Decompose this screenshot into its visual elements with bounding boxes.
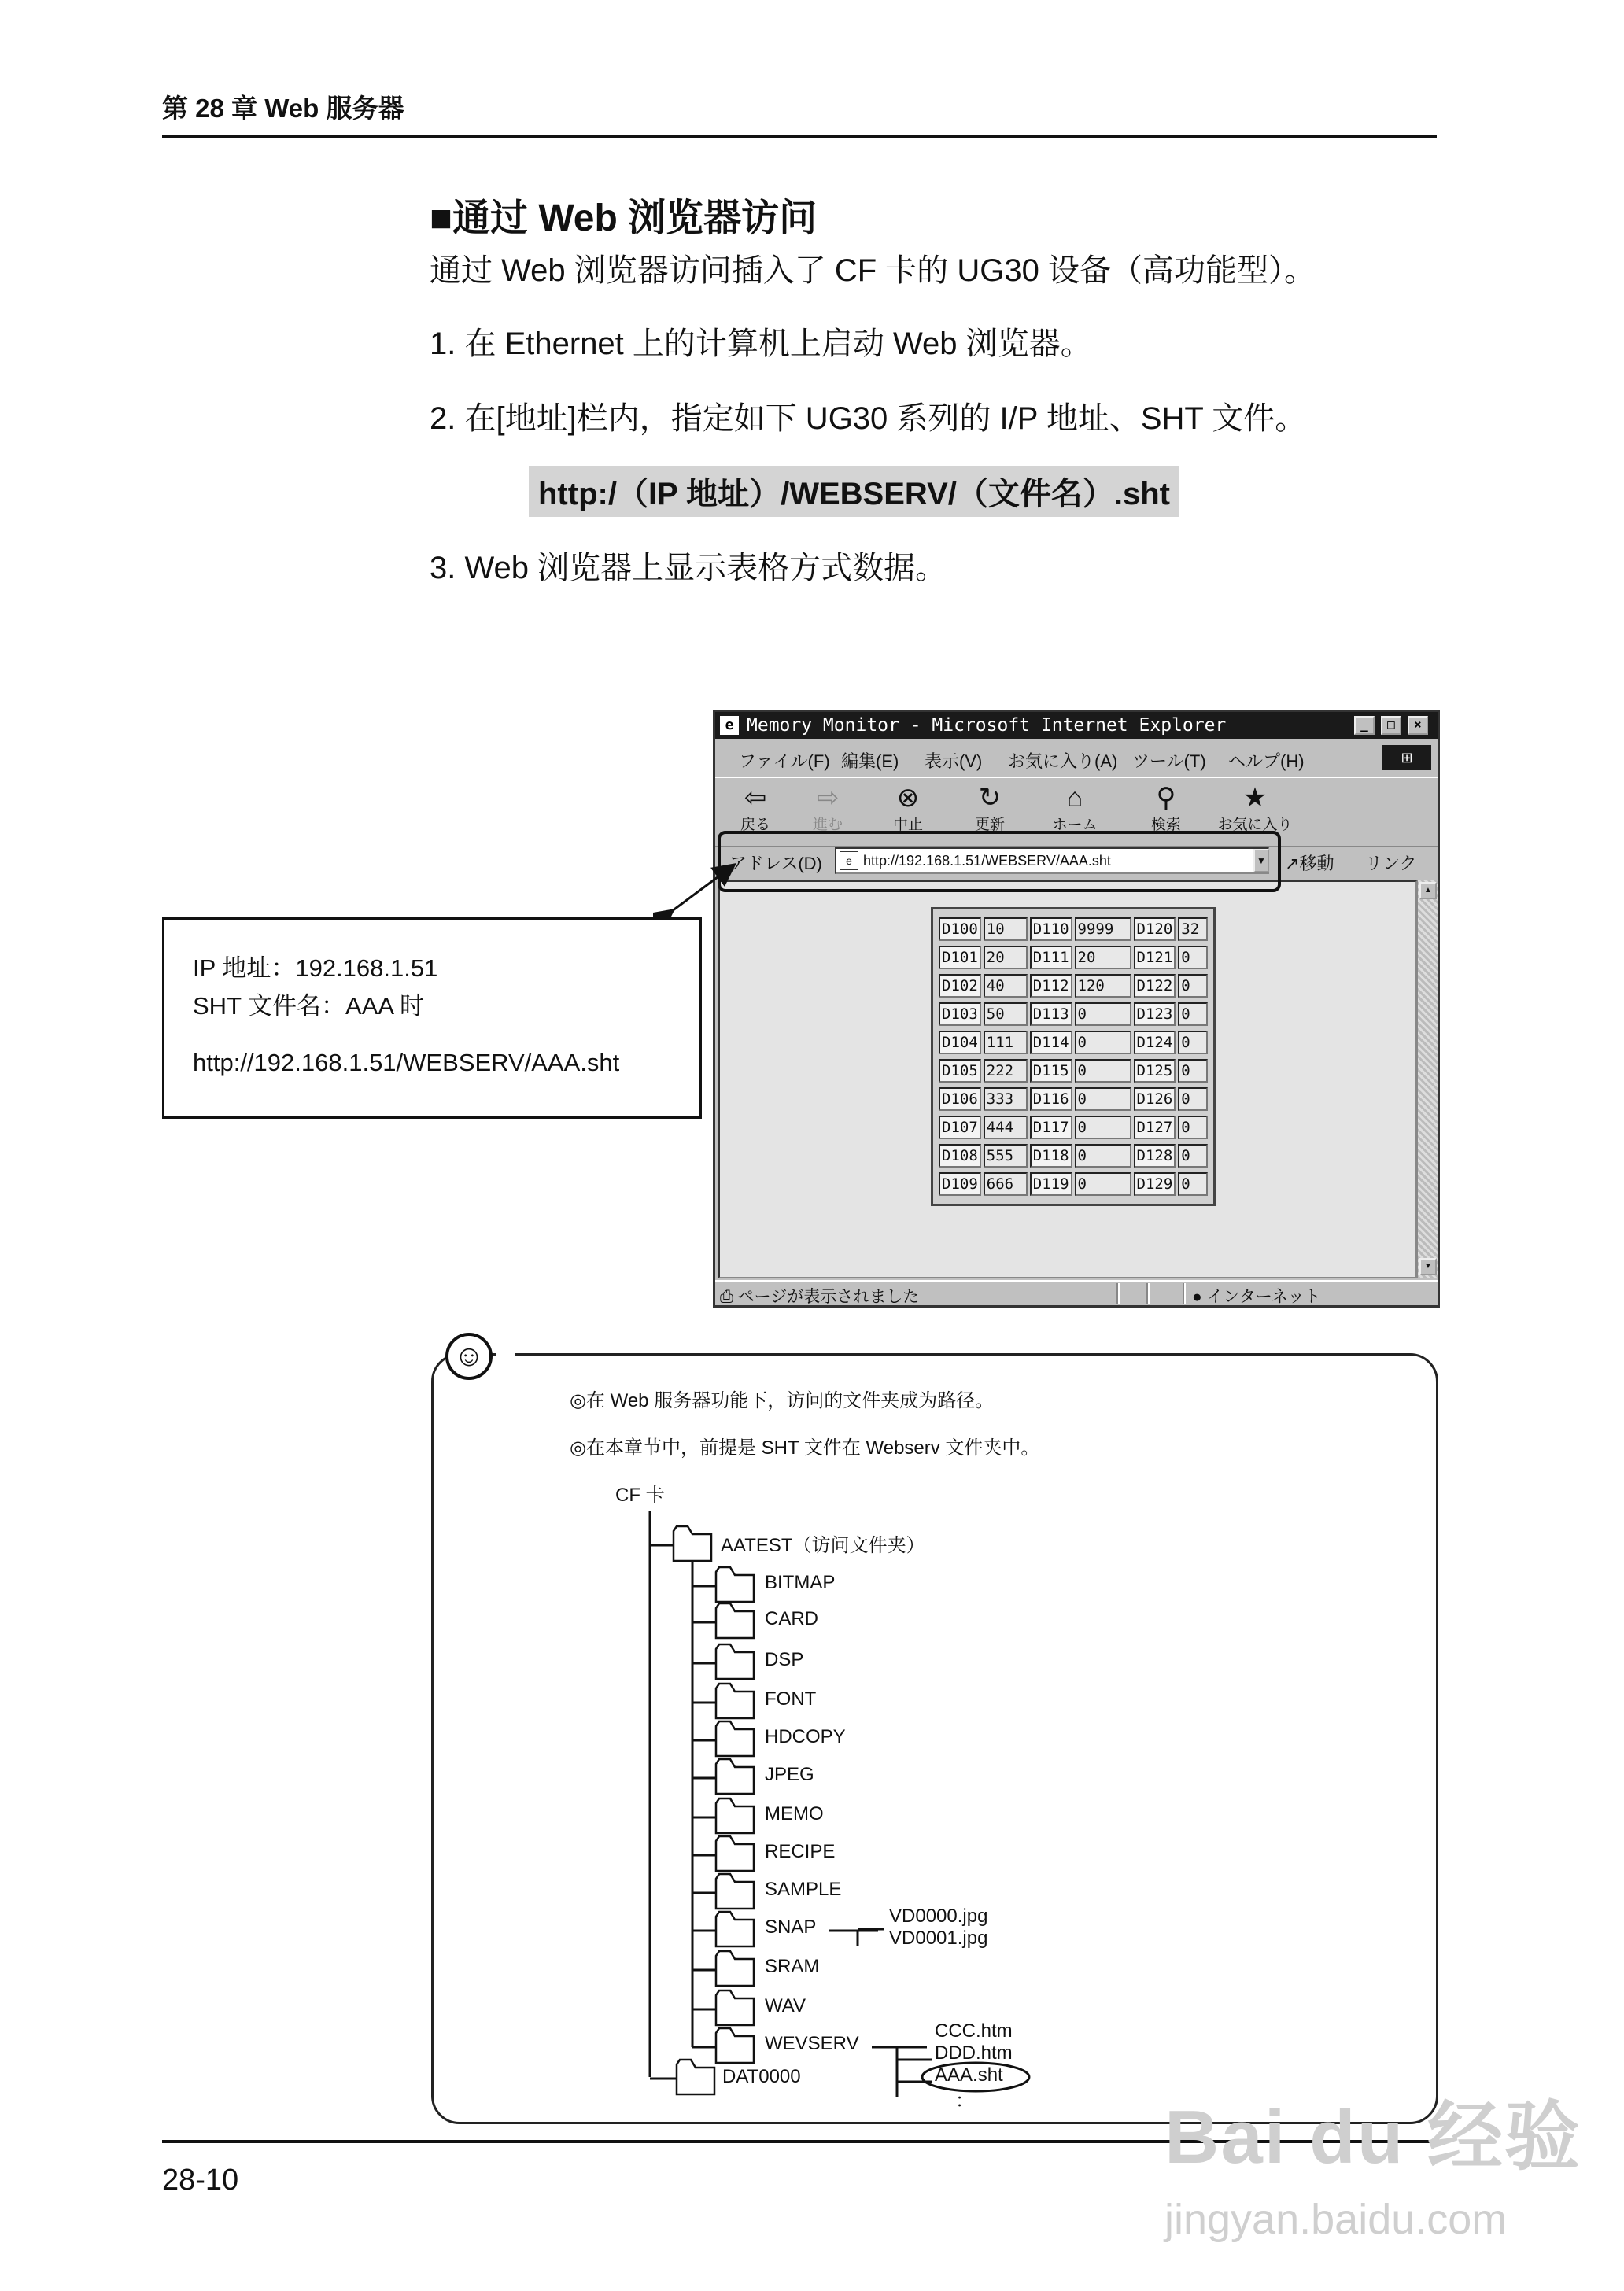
step-2: 2. 在[地址]栏内，指定如下 UG30 系列的 I/P 地址、SHT 文件。: [430, 401, 1307, 436]
close-button[interactable]: ×: [1408, 716, 1428, 735]
folder-icon: [716, 1644, 754, 1679]
folder-wav: WAV: [765, 1995, 806, 2016]
folder-icon: [716, 1603, 754, 1638]
value-cell: 0: [1178, 974, 1208, 998]
folder-icon: [716, 1721, 754, 1756]
value-cell: 222: [984, 1059, 1028, 1083]
address-cell: D104: [939, 1031, 981, 1054]
value-cell: 0: [1075, 1087, 1131, 1111]
address-cell: D123: [1134, 1002, 1176, 1026]
address-cell: D113: [1030, 1002, 1072, 1026]
address-cell: D117: [1030, 1116, 1072, 1139]
address-cell: D107: [939, 1116, 981, 1139]
value-cell: 0: [1178, 1116, 1208, 1139]
folder-icon: [716, 1990, 754, 2025]
page-number: 28-10: [162, 2164, 239, 2197]
address-cell: D112: [1030, 974, 1072, 998]
tip-line-2: ◎在本章节中，前提是 SHT 文件在 Webserv 文件夹中。: [570, 1437, 1040, 1459]
menu-tools[interactable]: ツール(T): [1132, 751, 1206, 771]
menu-help[interactable]: ヘルプ(H): [1228, 751, 1305, 771]
folder-icon: [716, 1836, 754, 1871]
folder-dat0000: DAT0000: [722, 2066, 801, 2087]
address-cell: D124: [1134, 1031, 1176, 1054]
value-cell: 0: [1178, 1031, 1208, 1054]
value-cell: 120: [1075, 974, 1131, 998]
scroll-up-icon[interactable]: ▲: [1419, 882, 1437, 899]
folder-jpeg: JPEG: [765, 1764, 814, 1785]
links-button[interactable]: リンク: [1365, 854, 1417, 873]
menu-favorites[interactable]: お気に入り(A): [1008, 751, 1118, 771]
folder-icon: [716, 1874, 754, 1909]
address-label: アドレス(D): [729, 854, 822, 873]
section-title: ■通过 Web 浏览器访问: [430, 197, 818, 239]
folder-snap: SNAP: [765, 1917, 817, 1938]
tip-line-1: ◎在 Web 服务器功能下，访问的文件夹成为路径。: [570, 1390, 995, 1411]
value-cell: 0: [1075, 1031, 1131, 1054]
address-cell: D121: [1134, 946, 1176, 969]
tree-ellipsis: ：: [955, 2090, 974, 2112]
url-format-box: http:/（IP 地址）/WEBSERV/（文件名）.sht: [529, 466, 1179, 517]
home-icon: ⌂: [1066, 783, 1083, 813]
value-cell: 0: [1075, 1116, 1131, 1139]
value-cell: 0: [1178, 1144, 1208, 1168]
value-cell: 20: [1075, 946, 1131, 969]
favorites-button[interactable]: ★ お気に入り: [1216, 783, 1294, 834]
page-done-icon: ⎙: [720, 1288, 733, 1306]
value-cell: 111: [984, 1031, 1028, 1054]
address-cell: D115: [1030, 1059, 1072, 1083]
go-arrow-icon: ↗: [1285, 854, 1300, 873]
address-cell: D102: [939, 974, 981, 998]
address-cell: D126: [1134, 1087, 1176, 1111]
address-cell: D127: [1134, 1116, 1176, 1139]
search-icon: ⚲: [1156, 783, 1176, 813]
go-button[interactable]: ↗移動: [1285, 854, 1334, 873]
address-cell: D101: [939, 946, 981, 969]
address-dropdown-icon[interactable]: ▼: [1253, 849, 1269, 872]
folder-aatest: AATEST（访问文件夹）: [721, 1535, 925, 1556]
menu-file[interactable]: ファイル(F): [739, 751, 830, 771]
folder-icon: [677, 2060, 714, 2094]
address-cell: D105: [939, 1059, 981, 1083]
forward-arrow-icon: ⇨: [816, 783, 840, 813]
address-cell: D114: [1030, 1031, 1072, 1054]
back-arrow-icon: ⇦: [744, 783, 767, 813]
folder-font: FONT: [765, 1688, 817, 1710]
address-cell: D116: [1030, 1087, 1072, 1111]
menu-edit[interactable]: 編集(E): [841, 751, 899, 771]
callout-sht: SHT 文件名：AAA 时: [193, 992, 424, 1020]
callout-ip: IP 地址：192.168.1.51: [193, 954, 438, 982]
value-cell: 9999: [1075, 917, 1131, 941]
stop-button[interactable]: ⊗ 中止: [879, 783, 937, 834]
address-cell: D106: [939, 1087, 981, 1111]
step-3: 3. Web 浏览器上显示表格方式数据。: [430, 551, 947, 585]
callout-url: http://192.168.1.51/WEBSERV/AAA.sht: [193, 1049, 620, 1076]
value-cell: 0: [1178, 1087, 1208, 1111]
value-cell: 333: [984, 1087, 1028, 1111]
folder-icon: [716, 1759, 754, 1794]
tree-root-label: CF 卡: [615, 1485, 665, 1506]
value-cell: 0: [1178, 1002, 1208, 1026]
status-zone: ● インターネット: [1192, 1288, 1321, 1306]
address-value: http://192.168.1.51/WEBSERV/AAA.sht: [863, 853, 1111, 869]
snap-file: VD0001.jpg: [889, 1928, 988, 1949]
folder-memo: MEMO: [765, 1803, 824, 1824]
search-button[interactable]: ⚲ 検索: [1137, 783, 1195, 834]
address-cell: D110: [1030, 917, 1072, 941]
folder-icon: [716, 1951, 754, 1986]
value-cell: 0: [1075, 1002, 1131, 1026]
wevserv-file: DDD.htm: [935, 2042, 1013, 2064]
folder-wevserv: WEVSERV: [765, 2033, 859, 2054]
folder-hdcopy: HDCOPY: [765, 1726, 846, 1747]
watermark-logo: Bai du 经验: [1164, 2095, 1582, 2179]
watermark-url: jingyan.baidu.com: [1164, 2196, 1508, 2243]
refresh-button[interactable]: ↻ 更新: [961, 783, 1019, 834]
chapter-header: 第 28 章 Web 服务器: [162, 94, 404, 123]
intro-paragraph: 通过 Web 浏览器访问插入了 CF 卡的 UG30 设备（高功能型）。: [430, 253, 1316, 288]
scroll-down-icon[interactable]: ▼: [1419, 1258, 1437, 1275]
address-cell: D118: [1030, 1144, 1072, 1168]
globe-icon: ●: [1192, 1288, 1202, 1306]
browser-title: Memory Monitor - Microsoft Internet Explorer: [747, 715, 1227, 736]
address-cell: D129: [1134, 1172, 1176, 1196]
folder-dsp: DSP: [765, 1649, 804, 1670]
forward-button[interactable]: ⇨ 進む: [799, 783, 857, 834]
snap-file: VD0000.jpg: [889, 1905, 988, 1927]
folder-icon: [716, 1567, 754, 1602]
value-cell: 32: [1178, 917, 1208, 941]
address-cell: D108: [939, 1144, 981, 1168]
back-button[interactable]: ⇦ 戻る: [726, 783, 784, 834]
folder-recipe: RECIPE: [765, 1841, 836, 1862]
status-text: ⎙ ページが表示されました: [720, 1288, 920, 1306]
step-1: 1. 在 Ethernet 上的计算机上启动 Web 浏览器。: [430, 326, 1092, 361]
value-cell: 0: [1178, 1172, 1208, 1196]
address-cell: D103: [939, 1002, 981, 1026]
folder-sample: SAMPLE: [765, 1879, 842, 1900]
value-cell: 0: [1075, 1144, 1131, 1168]
windows-logo-icon: ⊞: [1382, 745, 1431, 770]
value-cell: 10: [984, 917, 1028, 941]
value-cell: 40: [984, 974, 1028, 998]
minimize-button[interactable]: _: [1354, 716, 1375, 735]
address-cell: D122: [1134, 974, 1176, 998]
folder-icon: [716, 1684, 754, 1718]
address-cell: D100: [939, 917, 981, 941]
home-button[interactable]: ⌂ ホーム: [1046, 783, 1104, 834]
smiley-icon: ☺: [445, 1333, 493, 1380]
ie-icon: e: [720, 716, 739, 735]
value-cell: 50: [984, 1002, 1028, 1026]
address-cell: D119: [1030, 1172, 1072, 1196]
value-cell: 0: [1178, 946, 1208, 969]
address-cell: D125: [1134, 1059, 1176, 1083]
menu-view[interactable]: 表示(V): [925, 751, 983, 771]
page-icon: e: [840, 851, 858, 870]
maximize-button[interactable]: □: [1381, 716, 1401, 735]
address-cell: D120: [1134, 917, 1176, 941]
value-cell: 0: [1075, 1172, 1131, 1196]
folder-icon: [674, 1526, 711, 1561]
folder-card: CARD: [765, 1608, 819, 1629]
folder-icon: [716, 1798, 754, 1833]
value-cell: 555: [984, 1144, 1028, 1168]
value-cell: 0: [1075, 1059, 1131, 1083]
folder-bitmap: BITMAP: [765, 1572, 836, 1593]
stop-icon: ⊗: [896, 783, 920, 813]
value-cell: 666: [984, 1172, 1028, 1196]
folder-icon: [716, 1912, 754, 1946]
value-cell: 0: [1178, 1059, 1208, 1083]
refresh-icon: ↻: [978, 783, 1002, 813]
address-cell: D128: [1134, 1144, 1176, 1168]
address-cell: D111: [1030, 946, 1072, 969]
favorites-icon: ★: [1242, 783, 1268, 813]
value-cell: 444: [984, 1116, 1028, 1139]
folder-icon: [716, 2028, 754, 2063]
wevserv-file-aaa-sht: AAA.sht: [935, 2064, 1003, 2086]
folder-sram: SRAM: [765, 1956, 820, 1977]
wevserv-file: CCC.htm: [935, 2020, 1013, 2042]
address-cell: D109: [939, 1172, 981, 1196]
value-cell: 20: [984, 946, 1028, 969]
